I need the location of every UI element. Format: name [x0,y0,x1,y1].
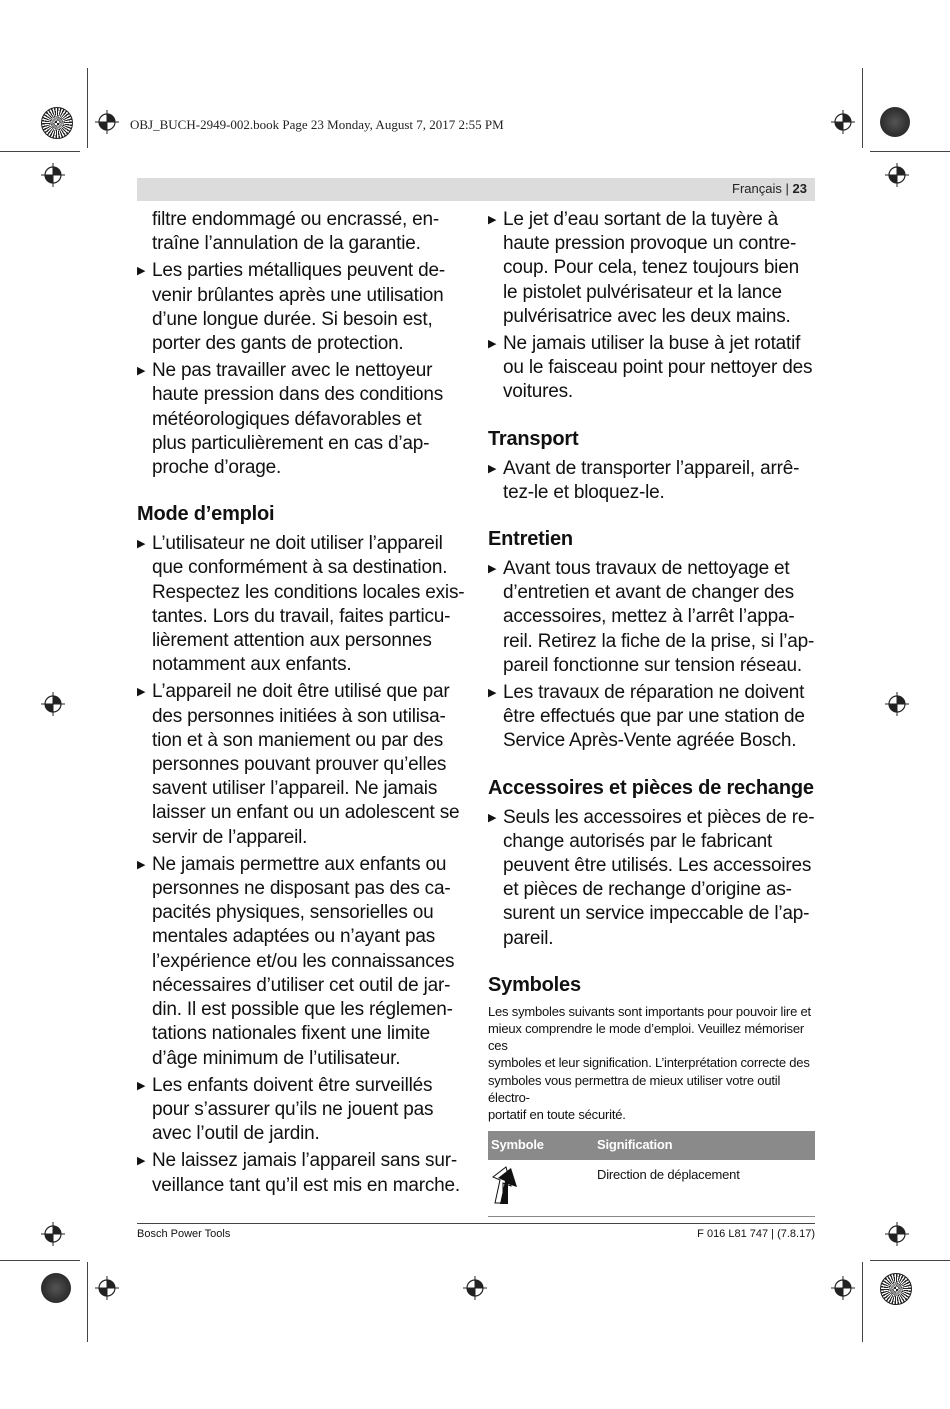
crosshair-icon [463,1276,487,1300]
page-header [137,178,815,201]
text-line: filtre endommagé ou encrassé, en- [152,209,440,230]
text-line: ▶ Les enfants doivent être surveillés [152,1074,433,1096]
section-heading-transport: Transport [488,427,579,450]
text-line: change autorisés par le fabricant [503,830,773,852]
text-line: que conformément à sa destination. [152,557,448,579]
registration-ball-icon [41,107,73,139]
crosshair-icon [885,163,909,187]
text-line: accessoires, mettez à l’arrêt l’appa- [503,606,795,628]
bullet-item [488,208,816,329]
text-line: d’entretien et avant de changer des [503,582,794,604]
text-line: Service Après-Vente agréée Bosch. [503,730,797,752]
bullet-item [488,806,816,951]
meaning-cell: Direction de déplacement [594,1160,815,1217]
crosshair-icon [41,163,65,187]
table-header-row [488,1131,815,1159]
text-line: ▶ L’appareil ne doit être utilisé que par [152,681,450,703]
bullet-item [137,259,467,356]
text-line: savent utiliser l’appareil. Ne jamais [152,778,438,800]
crosshair-icon [885,692,909,716]
bullet-list [137,532,467,1197]
bullet-item [488,557,816,678]
text-line: pareil fonctionne sur tension réseau. [503,654,802,676]
footer-publisher: Bosch Power Tools [137,1228,231,1240]
text-line: pulvérisatrice avec les deux mains. [503,305,791,327]
text-line: mieux comprendre le mode d’emploi. Veuillez mémoriser ces [488,1021,804,1054]
text-line: d’âge minimum de l’utilisateur. [152,1047,401,1069]
symbol-cell [488,1160,594,1217]
text-line: veillance tant qu’il est mis en marche. [152,1174,460,1196]
crosshair-icon [95,1276,119,1300]
crop-line [0,1260,80,1261]
bullet-item [137,853,467,1071]
crop-line [0,151,80,152]
text-line: des personnes initiées à son utilisa- [152,705,446,727]
text-line: notamment aux enfants. [152,654,352,676]
bullet-item [488,681,816,754]
section-heading-symboles: Symboles [488,973,581,996]
text-line: laisser un enfant ou un adolescent se [152,802,460,824]
text-line: ▶ Les parties métalliques peuvent de- [152,260,445,282]
bullet-item [137,680,467,849]
text-line: avec l’outil de jardin. [152,1123,320,1145]
text-line: tion et à son maniement ou par des [152,729,444,751]
bullet-item [137,1074,467,1147]
text-line: ▶ Ne pas travailler avec le nettoyeur [152,360,433,382]
text-line: din. Il est possible que les réglemen- [152,999,453,1021]
text-line: mentales adaptées ou n’ayant pas [152,926,436,948]
text-line: et pièces de rechange d’origine as- [503,879,792,901]
left-column [137,208,467,1201]
bullet-list [137,259,467,480]
crop-line [87,68,88,148]
text-line: ▶ Ne jamais permettre aux enfants ou [152,853,447,875]
text-line: pacités physiques, sensorielles ou [152,902,434,924]
text-line: l’expérience et/ou les connaissances [152,950,455,972]
text-line: symboles vous permettra de mieux utiliser votre outil électro- [488,1072,781,1105]
text-line: ▶ Les travaux de réparation ne doivent [503,682,805,704]
right-column [488,208,816,1217]
bullet-list [488,806,816,951]
text-line: ▶ Avant de transporter l’appareil, arrê- [503,457,800,479]
crosshair-icon [41,692,65,716]
print-slug: OBJ_BUCH-2949-002.book Page 23 Monday, August 7, 2017 2:55 PM [130,117,504,132]
text-line: haute pression provoque un contre- [503,233,797,255]
text-line: ▶ Ne jamais utiliser la buse à jet rotatif [503,333,801,355]
text-line: météorologiques défavorables et [152,408,422,430]
text-line: Respectez les conditions locales exis- [152,581,465,603]
crop-line [870,1260,950,1261]
symbols-table [488,1131,815,1216]
crosshair-icon [831,1276,855,1300]
registration-ball-icon [880,1273,912,1305]
crop-line [870,151,950,152]
registration-ball-icon [41,1273,71,1303]
symboles-intro [488,1003,816,1123]
text-line: proche d’orage. [152,457,282,479]
text-line: ▶ L’utilisateur ne doit utiliser l’appareil [152,533,443,555]
section-heading-mode-emploi: Mode d’emploi [137,503,275,526]
text-line: tations nationales fixent une limite [152,1023,430,1045]
text-line: symboles et leur signification. L’interprétation correcte des [488,1055,810,1071]
section-heading-accessoires: Accessoires et pièces de rechange [488,776,814,799]
column-header-symbol: Symbole [488,1131,594,1159]
text-line: être effectués que par une station de [503,706,805,728]
page-header-text [732,181,807,196]
text-line: pareil. [503,927,554,949]
text-line: ▶ Avant tous travaux de nettoyage et [503,558,790,580]
text-line: le pistolet pulvérisateur et la lance [503,281,782,303]
text-line: personnes ne disposant pas des ca- [152,878,451,900]
bullet-item [137,359,467,480]
header-language: Français [732,181,782,196]
text-line: lièrement attention aux personnes [152,630,432,652]
text-line: coup. Pour cela, tenez toujours bien [503,257,799,279]
table-row [488,1160,815,1217]
footer-rule [137,1223,815,1224]
text-line: porter des gants de protection. [152,333,404,355]
header-separator: | [785,181,789,196]
bullet-list [488,557,816,754]
text-line: d’une longue durée. Si besoin est, [152,308,433,330]
text-line: tez-le et bloquez-le. [503,481,665,503]
text-line: tantes. Lors du travail, faites particu- [152,605,451,627]
text-line: haute pression dans des conditions [152,384,444,406]
text-line: ou le faisceau point pour nettoyer des [503,357,813,379]
bullet-item [137,532,467,677]
text-line: plus particulièrement en cas d’ap- [152,432,430,454]
crosshair-icon [95,110,119,134]
crop-line [862,68,863,148]
text-line: ▶ Seuls les accessoires et pièces de re- [503,806,815,828]
text-line: reil. Retirez la fiche de la prise, si l’ap- [503,630,815,652]
text-line: servir de l’appareil. [152,826,308,848]
text-line: peuvent être utilisés. Les accessoires [503,855,812,877]
direction-arrow-icon [491,1163,521,1205]
crop-line [87,1262,88,1342]
text-line: nécessaires d’utiliser cet outil de jar- [152,974,451,996]
section-heading-entretien: Entretien [488,528,573,551]
bullet-item [137,1149,467,1197]
text-line: surent un service impeccable de l’ap- [503,903,810,925]
crosshair-icon [831,110,855,134]
text-line: portatif en toute sécurité. [488,1107,626,1123]
bullet-item [488,332,816,405]
text-line: venir brûlantes après une utilisation [152,284,444,306]
continued-paragraph [137,208,467,256]
crop-line [862,1262,863,1342]
text-line: ▶ Ne laissez jamais l’appareil sans sur- [152,1150,457,1172]
text-line: Les symboles suivants sont importants pour pouvoir lire et [488,1003,811,1019]
crosshair-icon [41,1222,65,1246]
bullet-list [488,208,816,405]
text-line: traîne l’annulation de la garantie. [152,233,421,255]
crosshair-icon [885,1222,909,1246]
text-line: ▶ Le jet d’eau sortant de la tuyère à [503,209,779,230]
text-line: pour s’assurer qu’ils ne jouent pas [152,1098,434,1120]
bullet-list [488,457,816,505]
page-number: 23 [792,181,807,196]
text-line: personnes pouvant prouver qu’elles [152,754,447,776]
footer-doc-number: F 016 L81 747 | (7.8.17) [697,1228,815,1240]
column-header-meaning: Signification [594,1131,815,1159]
text-line: voitures. [503,381,574,403]
registration-ball-icon [880,107,910,137]
bullet-item [488,457,816,505]
